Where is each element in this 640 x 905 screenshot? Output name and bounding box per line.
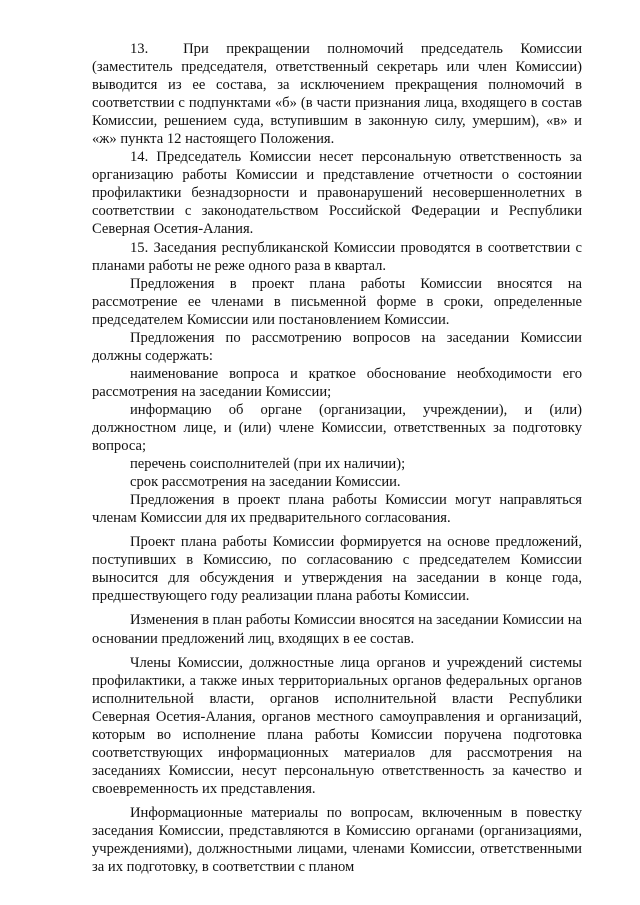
paragraph-14: 14. Председатель Комиссии несет персональную ответственность за организацию работы Комиссии и представление отчетности о состоянии профилактики безнадзорности и правонарушений несовершеннолетних в соответствии с законодательством Российской Федерации и Республики Северная Осетия-Алания. bbox=[92, 149, 582, 238]
paragraph-plan-formation: Проект плана работы Комиссии формируется на основе предложений, поступивших в Комиссию, по согласованию с председателем Комиссии выносится для обсуждения и утверждения на заседании в конце года, предшествующего году реализации плана работы Комиссии. bbox=[92, 534, 582, 605]
paragraph-13: 13. При прекращении полномочий председатель Комиссии (заместитель председателя, ответственный секретарь или член Комиссии) выводится из ее состава, за исключением прекращения полномочий в соответствии с подпунктами «б» (в части признания лица, входящего в состав Комиссии, решением суда, вступившим в законную силу, умершим), «в» и «ж» пункта 12 настоящего Положения. bbox=[92, 41, 582, 148]
list-item-question-name: наименование вопроса и краткое обоснование необходимости его рассмотрения на заседании Комиссии; bbox=[92, 365, 582, 400]
paragraph-plan-proposals: Предложения в проект плана работы Комиссии вносятся на рассмотрение ее членами в письменной форме в сроки, определенные председателем Комиссии или постановлением Комиссии. bbox=[92, 275, 582, 328]
paragraph-preliminary-approval: Предложения в проект плана работы Комиссии могут направляться членам Комиссии для их предварительного согласования. bbox=[92, 492, 582, 527]
list-item-co-executors: перечень соисполнителей (при их наличии); bbox=[130, 456, 406, 473]
paragraph-15: 15. Заседания республиканской Комиссии проводятся в соответствии с планами работы не реже одного раза в квартал. bbox=[92, 239, 582, 274]
paragraph-responsibility: Члены Комиссии, должностные лица органов и учреждений системы профилактики, а также иных территориальных органов федеральных органов исполнительной власти, органов исполнительной власти Республики Северная Осетия-Алания, органов местного самоуправления и организаций, которым во исполнение плана работы Комиссии поручена подготовка соответствующих информационных материалов для рассмотрения на заседаниях Комиссии, несут персональную ответственность за качество и своевременность их представления. bbox=[92, 654, 582, 797]
list-item-responsible-body: информацию об органе (организации, учреждении), и (или) должностном лице, и (или) члене Комиссии, ответственных за подготовку вопроса; bbox=[92, 401, 582, 455]
list-item-review-date: срок рассмотрения на заседании Комиссии. bbox=[130, 474, 401, 491]
paragraph-proposal-contents: Предложения по рассмотрению вопросов на заседании Комиссии должны содержать: bbox=[92, 329, 582, 364]
paragraph-information-materials: Информационные материалы по вопросам, включенным в повестку заседания Комиссии, представляются в Комиссию органами (организациями, учреждениями), должностными лицами, членами Комиссии, ответственными за их подготовку, в соответствии с планом bbox=[92, 804, 582, 876]
paragraph-plan-changes: Изменения в план работы Комиссии вносятся на заседании Комиссии на основании предложений лиц, входящих в ее состав. bbox=[92, 612, 582, 647]
